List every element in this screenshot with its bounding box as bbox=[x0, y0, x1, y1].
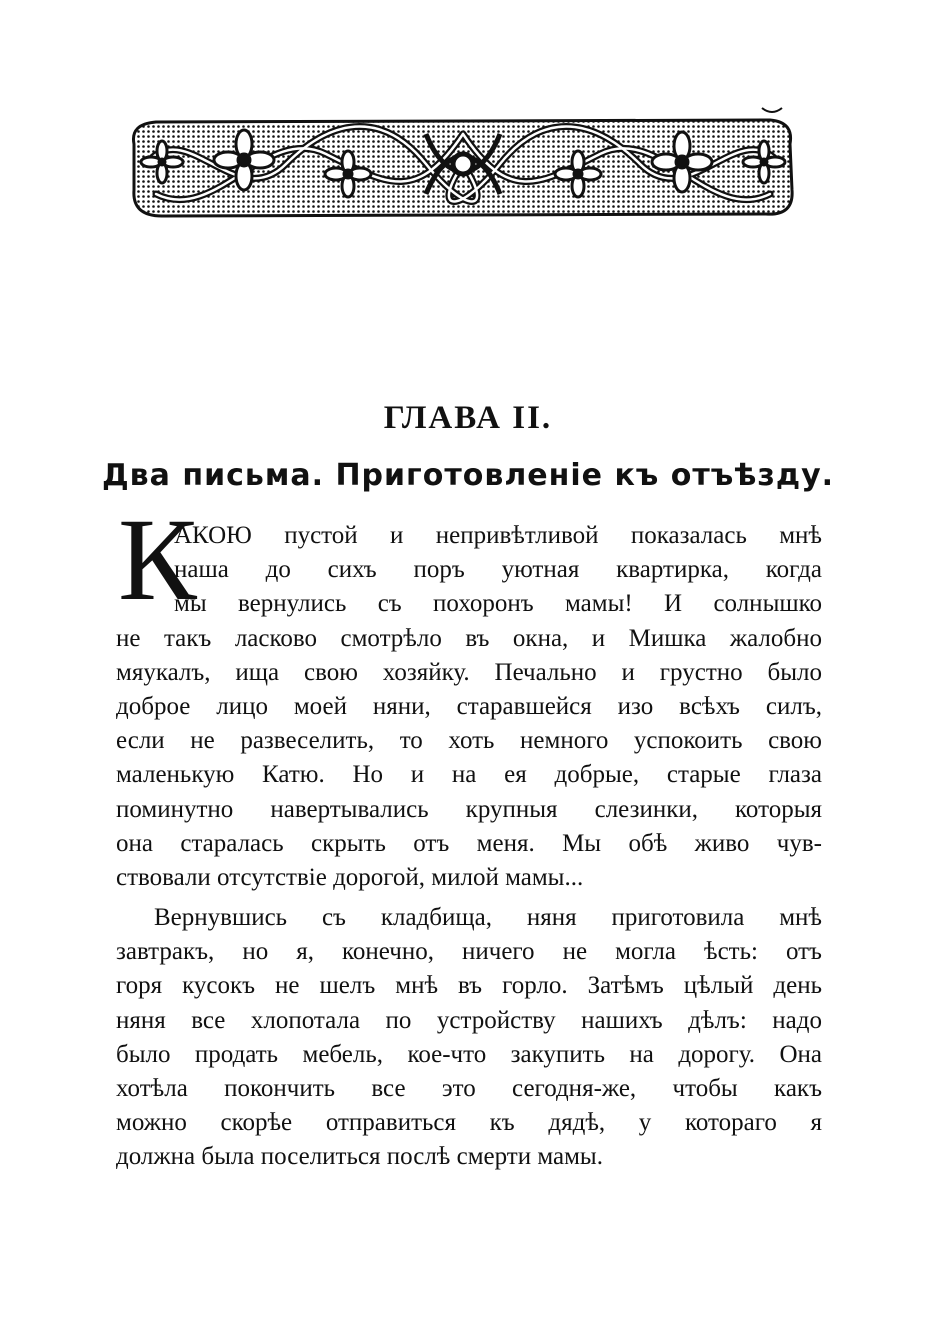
paragraph-1 bbox=[116, 519, 822, 895]
text-line: она старалась скрыть отъ меня. Мы обѣ живо чув- bbox=[116, 829, 822, 857]
text-line: маленькую Катю. Но и на ея добрые, старые глаза bbox=[116, 761, 822, 789]
text-line: Вернувшись съ кладбища, няня приготовила мнѣ bbox=[154, 904, 822, 932]
text-line: наша до сихъ поръ уютная квартирка, когда bbox=[174, 556, 822, 584]
text-line: завтракъ, но я, конечно, ничего не могла ѣсть: отъ bbox=[116, 938, 822, 966]
text-line: можно скорѣе отправиться къ дядѣ, у котораго я bbox=[116, 1109, 822, 1137]
text-line: доброе лицо моей няни, старавшейся изо всѣхъ силъ, bbox=[116, 692, 822, 720]
text-line: АКОЮ пустой и непривѣтливой показалась мнѣ bbox=[174, 522, 822, 549]
chapter-title: ГЛАВА II. bbox=[383, 400, 553, 436]
ornamental-headpiece bbox=[126, 104, 800, 222]
text-line: не такъ ласково смотрѣло въ окна, и Мишка жалобно bbox=[116, 624, 822, 652]
body-text bbox=[116, 519, 822, 1175]
paragraph-2 bbox=[116, 901, 822, 1175]
text-line: поминутно навертывались крупныя слезинки, которыя bbox=[116, 795, 822, 823]
drop-cap: К bbox=[118, 494, 197, 625]
text-line: хотѣла покончить все это сегодня-же, чтобы какъ bbox=[116, 1075, 822, 1102]
text-line: мяукалъ, ища свою хозяйку. Печально и грустно было bbox=[116, 658, 822, 686]
chapter-subtitle: Два письма. Приготовленіе къ отъѣзду. bbox=[101, 458, 835, 493]
text-line: мы вернулись съ похоронъ мамы! И солнышко bbox=[174, 590, 822, 618]
text-line: было продать мебель, кое-что закупить на дорогу. Она bbox=[116, 1040, 822, 1068]
text-line: няня все хлопотала по устройству нашихъ дѣлъ: надо bbox=[116, 1006, 822, 1034]
text-line: если не развеселить, то хоть немного успокоить свою bbox=[116, 727, 822, 755]
text-line: должна была поселиться послѣ смерти мамы. bbox=[116, 1143, 603, 1171]
text-line: ствовали отсутствіе дорогой, милой мамы... bbox=[116, 863, 584, 891]
text-line: горя кусокъ не шелъ мнѣ въ горло. Затѣмъ цѣлый день bbox=[116, 972, 822, 1000]
